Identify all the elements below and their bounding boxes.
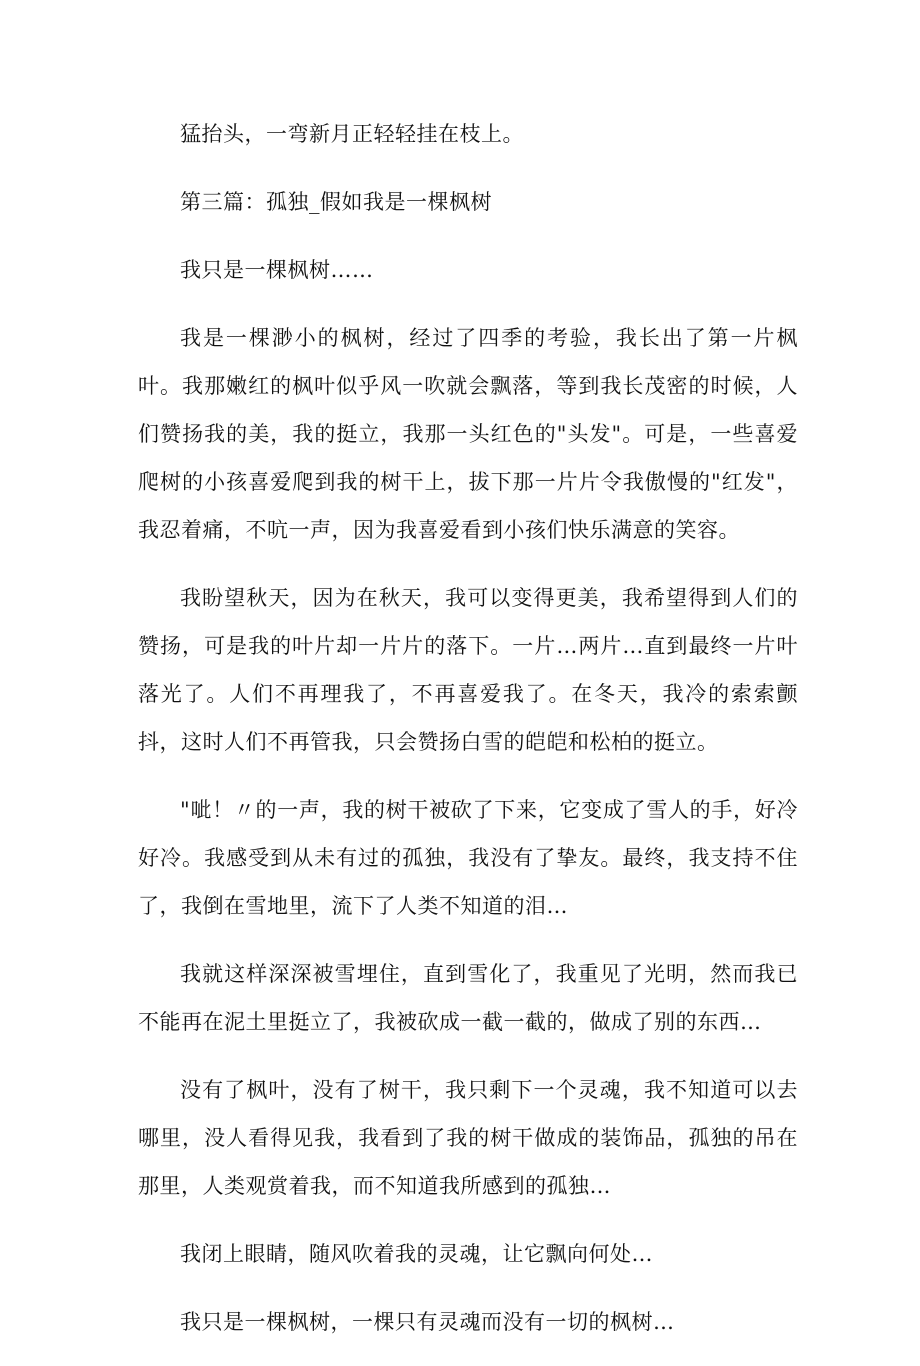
text-line: 我就这样深深被雪埋住，直到雪化了，我重见了光明，然而我已不能 [138,962,798,1034]
text-line: "呲！〃的一声，我的树干被砍了下来，它变成了雪人的手，好冷好 [138,798,798,870]
section-heading [138,178,798,226]
text-line: 我只是一棵枫树，一棵只有灵魂而没有一切的枫树… [180,1310,675,1334]
paragraph-7 [138,950,798,1046]
heading-text: 第三篇：孤独_假如我是一棵枫树 [180,190,492,214]
paragraph-3 [138,246,798,294]
text-line: 猛抬头，一弯新月正轻轻挂在枝上。 [180,122,524,146]
paragraph-10 [138,1298,798,1346]
paragraph-5 [138,574,798,766]
paragraph-6 [138,786,798,930]
text-line: 观赏着我，而不知道我所感到的孤独… [245,1174,611,1198]
text-line: 管我，只会赞扬白雪的皑皑和松柏的挺立。 [310,730,719,754]
text-line: 没人看得见我，我看到了我的树干做成的装饰品，孤独的吊在那里，人类 [138,1126,799,1198]
text-line: 冷。我感受到从未有过的孤独，我没有了挚友。最终，我支持不住了，我 [138,846,799,918]
text-line: 再在泥土里挺立了，我被砍成一截一截的，做成了别的东西… [181,1010,762,1034]
paragraph-1 [138,110,798,158]
text-line: 可是我的叶片却一片片的落下。一片…两片…直到最终一片叶落光了。人 [138,634,799,706]
text-line: 那嫩红的枫叶似乎风一吹就会飘落，等到我长茂密的时候，人们赞扬我的 [138,374,799,446]
text-line: 爬到我的树干上，拔下那一片片令我傲慢的"红发"，我忍着痛，不吭一声， [138,470,798,542]
paragraph-9 [138,1230,798,1278]
text-line: 们不再理我了，不再喜爱我了。在冬天，我冷的索索颤抖，这时人们不再 [138,682,799,754]
document-page [138,110,798,1366]
text-line: 没有了枫叶，没有了树干，我只剩下一个灵魂，我不知道可以去哪里， [138,1078,798,1150]
text-line: 美，我的挺立，我那一头红色的"头发"。可是，一些喜爱爬树的小孩喜爱 [138,422,798,494]
text-line: 因为我喜爱看到小孩们快乐满意的笑容。 [353,518,740,542]
text-line: 我盼望秋天，因为在秋天，我可以变得更美，我希望得到人们的赞扬， [138,586,798,658]
text-line: 我闭上眼睛，随风吹着我的灵魂，让它飘向何处… [180,1242,653,1266]
paragraph-4 [138,314,798,554]
paragraph-8 [138,1066,798,1210]
text-line: 倒在雪地里，流下了人类不知道的泪… [202,894,568,918]
text-line: 我是一棵渺小的枫树，经过了四季的考验，我长出了第一片枫叶。我 [138,326,798,398]
text-line: 我只是一棵枫树…… [180,258,374,282]
